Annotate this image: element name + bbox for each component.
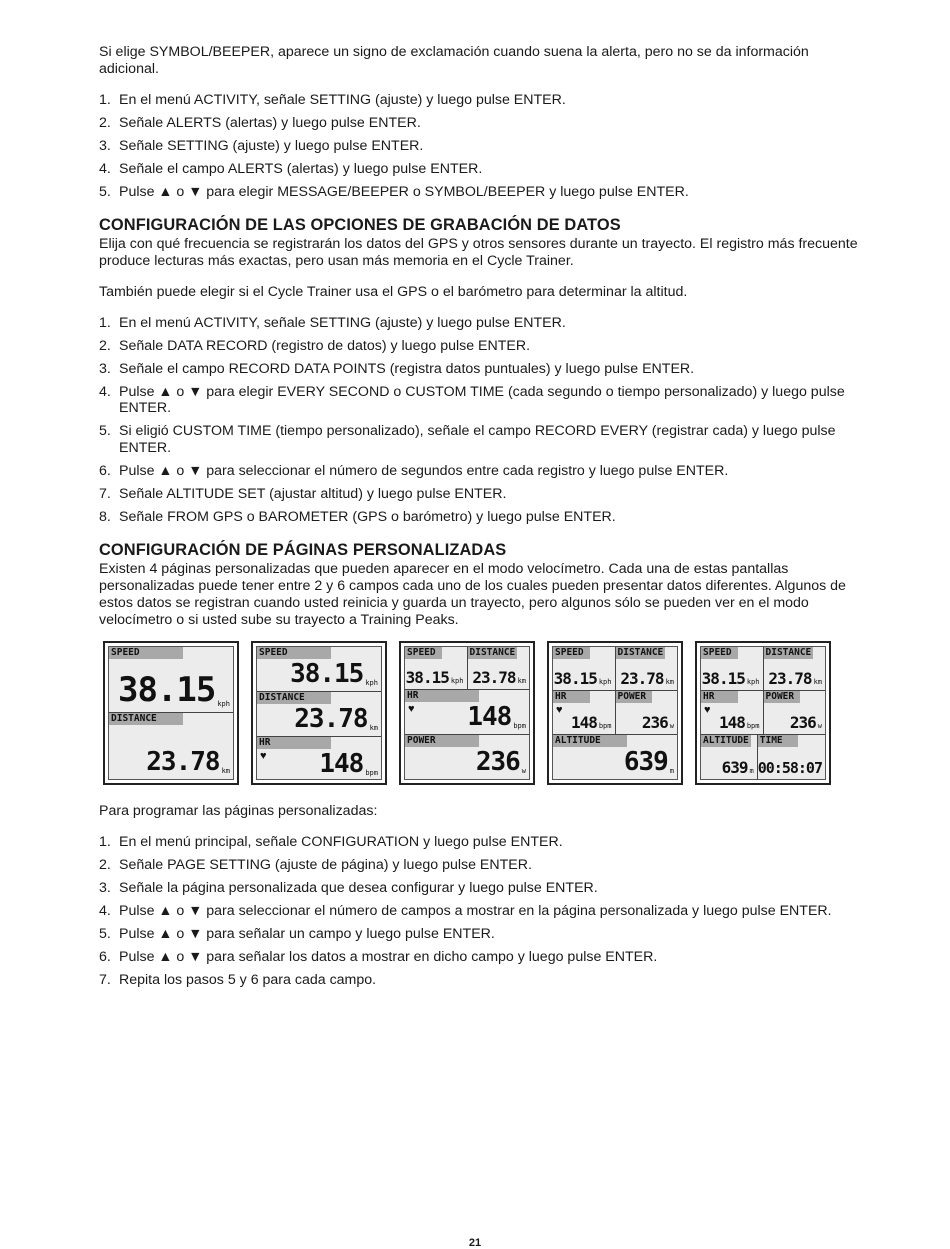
lcd-row [701, 691, 825, 735]
lcd-field [467, 647, 530, 689]
lcd-value-number: 38.15 [701, 669, 745, 689]
lcd-value-number: 236 [789, 713, 816, 733]
lcd-field [553, 735, 677, 779]
lcd-value-number: 148 [718, 713, 745, 733]
lcd-field-label: DISTANCE [617, 646, 664, 658]
lcd-value-number: 38.15 [290, 658, 364, 689]
lcd-value-number: 23.78 [146, 746, 220, 777]
lcd-value-number: 23.78 [620, 668, 664, 688]
list-item [99, 338, 859, 355]
list-item [99, 384, 859, 417]
list-item-number: 1. [99, 92, 111, 108]
list-item-number: 2. [99, 337, 111, 354]
lcd-field [757, 735, 825, 778]
lcd-value-number: 148 [319, 748, 364, 779]
lcd-value-unit: w [817, 722, 822, 731]
list-item [99, 92, 859, 109]
lcd-value-number: 23.78 [472, 667, 516, 687]
lcd-field-label: DISTANCE [109, 713, 183, 725]
list-item-text: Señale SETTING (ajuste) y luego pulse ENTER. [119, 138, 424, 154]
lcd-row [405, 735, 529, 779]
lcd-field-label: HR [553, 691, 590, 703]
section-heading-custom-pages: CONFIGURACIÓN DE PÁGINAS PERSONALIZADAS [99, 540, 507, 559]
list-item-number: 4. [99, 902, 111, 919]
lcd-value-number: 148 [467, 701, 512, 732]
lcd-field-value [405, 659, 467, 689]
lcd-row [257, 737, 381, 781]
lcd-field-label: SPEED [257, 647, 331, 659]
lcd-field-label: DISTANCE [765, 646, 812, 658]
lcd-value-unit: kph [746, 678, 760, 687]
lcd-value-unit: kph [217, 700, 230, 709]
lcd-row [553, 735, 677, 779]
lcd-row [701, 647, 825, 691]
lcd-value-number: 23.78 [768, 669, 812, 689]
list-item [99, 361, 859, 378]
device-screen [547, 641, 683, 785]
list-item-number: 6. [99, 948, 111, 965]
list-item [99, 138, 859, 155]
lcd-field-label: POWER [764, 691, 801, 703]
lcd-field-label: POWER [405, 735, 479, 747]
list-item-number: 3. [99, 879, 111, 896]
lcd-field [701, 735, 757, 778]
list-item [99, 903, 859, 920]
lcd-field-label: HR [257, 737, 331, 749]
lcd-display [256, 646, 382, 780]
list-item-text: Pulse ▲ o ▼ para elegir MESSAGE/BEEPER o SYMBOL/BEEPER y luego pulse ENTER. [119, 184, 689, 200]
data-recording-paragraph: Elija con qué frecuencia se registrarán los datos del GPS y otros sensores durante un trayecto. El registro más frecuente produce lecturas más exactas, pero usan más memoria en el Cycle Trainer. [99, 235, 858, 269]
list-item [99, 161, 859, 178]
lcd-field [109, 713, 233, 779]
list-item-text: Pulse ▲ o ▼ para seleccionar el número de segundos entre cada registro y luego pulse ENTER. [119, 463, 729, 480]
lcd-field [405, 735, 529, 779]
lcd-value-number: 236 [641, 712, 668, 732]
lcd-field-label: TIME [758, 735, 798, 747]
data-recording-steps-list [99, 315, 859, 526]
list-item [99, 880, 859, 897]
lcd-field-value [701, 747, 757, 778]
list-item-text: Repita los pasos 5 y 6 para cada campo. [119, 971, 377, 988]
lcd-field-value [257, 659, 381, 691]
list-item-number: 5. [99, 184, 111, 200]
lcd-row [405, 647, 529, 690]
list-item [99, 834, 859, 851]
list-item [99, 949, 859, 966]
list-item [99, 972, 859, 989]
lcd-value-number: 38.15 [553, 668, 597, 688]
list-item-text: Pulse ▲ o ▼ para elegir EVERY SECOND o CUSTOM TIME (cada segundo o tiempo personalizado) y luego pulse ENTER. [119, 383, 845, 417]
lcd-field-label: DISTANCE [469, 646, 516, 658]
list-item-number: 5. [99, 423, 111, 440]
list-item-text: Señale la página personalizada que desea configurar y luego pulse ENTER. [119, 879, 598, 896]
list-item-number: 4. [99, 161, 111, 177]
list-item-number: 7. [99, 971, 111, 988]
list-item [99, 423, 859, 456]
lcd-field [701, 691, 763, 734]
custom-pages-paragraph: Existen 4 páginas personalizadas que pueden aparecer en el modo velocímetro. Cada una de estas pantallas personalizadas puede tener entre 2 y 6 campos cada uno de los cuales pueden presentar datos diferentes. Algunos de estos datos se registran cuando usted reinicia y guarda un trayecto, pero algunos sólo se pueden ver en el modo velocímetro o si usted sube su trayecto a Training Peaks. [99, 560, 846, 628]
lcd-value-number: 00:58:07 [757, 758, 822, 777]
lcd-value-unit: km [369, 723, 378, 732]
list-item-number: 4. [99, 383, 111, 400]
page-content [99, 44, 859, 1003]
heart-icon: ♥ [408, 702, 415, 715]
lcd-row [405, 690, 529, 735]
intro-paragraph: Si elige SYMBOL/BEEPER, aparece un signo de exclamación cuando suena la alerta, pero no se da información adicional. [99, 44, 809, 77]
lcd-field [405, 690, 529, 734]
lcd-field-label: HR [405, 690, 479, 702]
altitude-paragraph: También puede elegir si el Cycle Trainer usa el GPS o el barómetro para determinar la altitud. [99, 283, 688, 300]
lcd-row [257, 692, 381, 737]
lcd-value-number: 639 [721, 757, 748, 777]
list-item-number: 3. [99, 360, 111, 377]
lcd-row [553, 691, 677, 735]
lcd-field-value [257, 749, 381, 781]
list-item-text: Pulse ▲ o ▼ para seleccionar el número de campos a mostrar en la página personalizada y luego pulse ENTER. [119, 902, 832, 919]
lcd-field-value [109, 725, 233, 779]
lcd-value-unit: bpm [598, 721, 612, 730]
heart-icon: ♥ [704, 704, 711, 717]
lcd-field [763, 647, 826, 690]
list-item-number: 3. [99, 138, 111, 154]
list-item [99, 486, 859, 503]
lcd-value-unit: m [749, 766, 754, 775]
lcd-field-value [701, 659, 763, 690]
lcd-row [257, 647, 381, 692]
list-item-text: Señale DATA RECORD (registro de datos) y luego pulse ENTER. [119, 337, 531, 354]
lcd-field-label: SPEED [405, 647, 442, 659]
lcd-row [109, 647, 233, 714]
lcd-display [552, 646, 678, 780]
lcd-value-unit: bpm [746, 722, 760, 731]
list-item-text: En el menú principal, señale CONFIGURATION y luego pulse ENTER. [119, 833, 563, 850]
lcd-field-value [257, 704, 381, 736]
list-item-text: Señale el campo RECORD DATA POINTS (registra datos puntuales) y luego pulse ENTER. [119, 360, 695, 377]
list-item-text: Señale ALERTS (alertas) y luego pulse ENTER. [119, 115, 421, 131]
lcd-field [257, 692, 381, 736]
lcd-field-label: SPEED [109, 647, 183, 659]
list-item [99, 926, 859, 943]
lcd-value-number: 148 [570, 712, 597, 732]
lcd-field-value [553, 747, 677, 779]
lcd-value-unit: km [665, 677, 674, 686]
list-item [99, 184, 859, 201]
device-screen [251, 641, 387, 785]
lcd-field-value [616, 659, 678, 690]
lcd-row [701, 735, 825, 778]
lcd-value-number: 639 [623, 746, 668, 777]
lcd-field-value [758, 747, 825, 778]
list-item-number: 1. [99, 314, 111, 331]
lcd-field [615, 647, 678, 690]
list-item [99, 509, 859, 526]
lcd-field [553, 691, 615, 734]
lcd-field-value [109, 659, 233, 713]
custom-page-screens [103, 641, 859, 785]
lcd-field [109, 647, 233, 713]
list-item [99, 315, 859, 332]
lcd-field-value [764, 703, 826, 734]
lcd-field-value [468, 659, 530, 689]
lcd-field-label: DISTANCE [257, 692, 331, 704]
lcd-value-number: 38.15 [405, 667, 449, 687]
lcd-value-unit: kph [450, 676, 464, 685]
lcd-field-label: HR [701, 691, 738, 703]
lcd-value-unit: kph [365, 678, 378, 687]
list-item-number: 8. [99, 509, 111, 526]
lcd-field-value [764, 659, 826, 690]
lcd-field [615, 691, 678, 734]
lcd-field [553, 647, 615, 690]
page-number: 21 [468, 1237, 482, 1249]
heart-icon: ♥ [556, 703, 563, 716]
lcd-display [404, 646, 530, 780]
lcd-field-label: POWER [616, 691, 653, 703]
lcd-value-unit: w [521, 766, 526, 775]
lcd-display [700, 646, 826, 780]
list-item-text: Señale el campo ALERTS (alertas) y luego pulse ENTER. [119, 161, 483, 177]
device-screen [399, 641, 535, 785]
device-screen [695, 641, 831, 785]
lcd-field-value [405, 702, 529, 734]
list-item-number: 7. [99, 486, 111, 503]
lcd-field-value [616, 703, 678, 734]
lcd-field-value [405, 747, 529, 779]
lcd-field-label: ALTITUDE [703, 735, 749, 747]
custom-pages-steps-list [99, 834, 859, 989]
list-item [99, 115, 859, 132]
lcd-value-unit: kph [598, 677, 612, 686]
list-item-number: 6. [99, 463, 111, 480]
lcd-field [405, 647, 467, 689]
lcd-value-number: 38.15 [117, 670, 216, 711]
list-item-number: 2. [99, 115, 111, 131]
lcd-value-unit: bpm [365, 768, 378, 777]
device-screen [103, 641, 239, 785]
list-item-text: Pulse ▲ o ▼ para señalar un campo y luego pulse ENTER. [119, 925, 495, 942]
lcd-value-unit: km [517, 676, 526, 685]
list-item-number: 2. [99, 856, 111, 873]
lcd-field [763, 691, 826, 734]
lcd-value-unit: km [813, 678, 822, 687]
alerts-steps-list [99, 92, 859, 201]
lcd-field [257, 647, 381, 691]
lcd-field-value [553, 659, 615, 690]
list-item-number: 1. [99, 833, 111, 850]
list-item-number: 5. [99, 925, 111, 942]
section-heading-data-recording: CONFIGURACIÓN DE LAS OPCIONES DE GRABACIÓN DE DATOS [99, 215, 621, 234]
list-item [99, 463, 859, 480]
list-item-text: Si eligió CUSTOM TIME (tiempo personalizado), señale el campo RECORD EVERY (registrar cada) y luego pulse ENTER. [119, 423, 836, 457]
lcd-field [701, 647, 763, 690]
list-item-text: En el menú ACTIVITY, señale SETTING (ajuste) y luego pulse ENTER. [119, 92, 566, 108]
lcd-value-number: 236 [475, 746, 520, 777]
lcd-value-unit: m [669, 766, 674, 775]
list-item-text: En el menú ACTIVITY, señale SETTING (ajuste) y luego pulse ENTER. [119, 314, 566, 331]
lcd-display [108, 646, 234, 780]
heart-icon: ♥ [260, 749, 267, 762]
list-item-text: Señale PAGE SETTING (ajuste de página) y luego pulse ENTER. [119, 856, 532, 873]
lcd-field-label: SPEED [553, 647, 590, 659]
lcd-value-unit: bpm [513, 721, 526, 730]
lcd-field-label: ALTITUDE [553, 735, 627, 747]
list-item [99, 857, 859, 874]
list-item-text: Señale ALTITUDE SET (ajustar altitud) y luego pulse ENTER. [119, 486, 507, 503]
program-pages-paragraph: Para programar las páginas personalizadas: [99, 802, 378, 819]
lcd-row [553, 647, 677, 691]
lcd-field [257, 737, 381, 781]
lcd-value-unit: km [221, 766, 230, 775]
list-item-text: Pulse ▲ o ▼ para señalar los datos a mostrar en dicho campo y luego pulse ENTER. [119, 948, 658, 965]
lcd-row [109, 713, 233, 779]
list-item-text: Señale FROM GPS o BAROMETER (GPS o barómetro) y luego pulse ENTER. [119, 509, 616, 526]
lcd-field-label: SPEED [701, 647, 738, 659]
lcd-value-number: 23.78 [294, 703, 368, 734]
lcd-value-unit: w [669, 721, 674, 730]
